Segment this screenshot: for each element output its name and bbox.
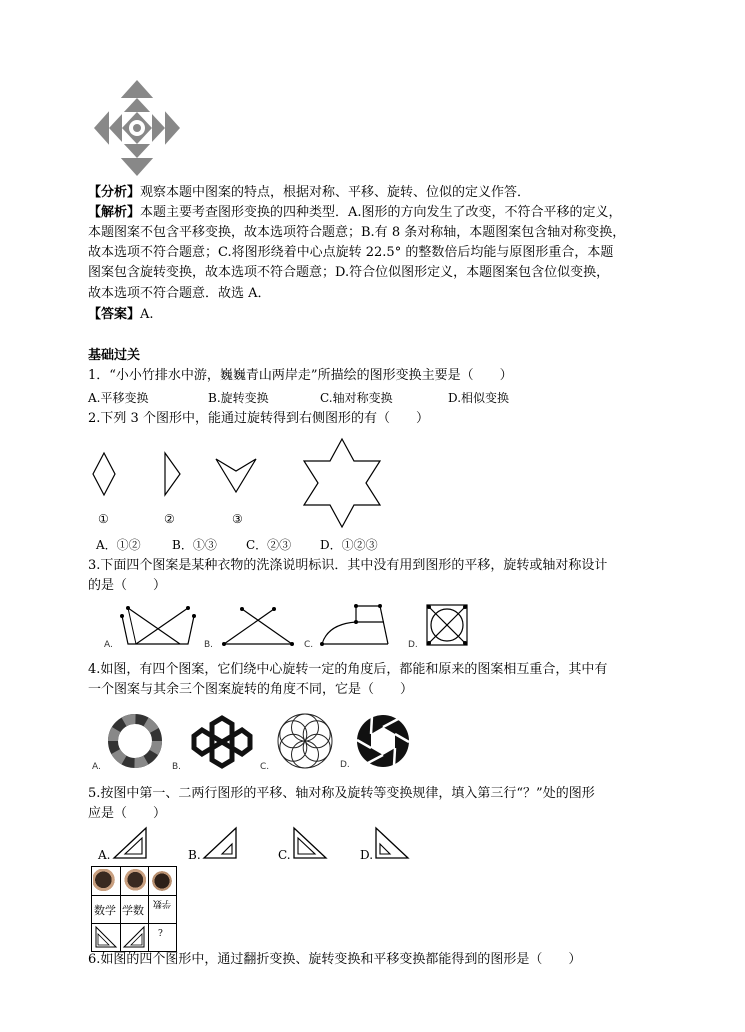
- solution-line-1: [88, 203, 622, 223]
- q2-option-a[interactable]: A．①②: [96, 538, 141, 552]
- solution-line-5: 故本选项不符合题意．故选 A．: [88, 286, 271, 301]
- q1-stem: 1．“小小竹排水中游，巍巍青山两岸走”所描绘的图形变换主要是（ ）: [88, 368, 513, 383]
- grid-triangle-1: [95, 926, 117, 948]
- answer-line: [88, 305, 154, 325]
- q5-stem-line-2: 应是（ ）: [88, 806, 167, 821]
- q4-stem-line-2: 一个图案与其余三个图案旋转的角度不同，它是（ ）: [88, 682, 414, 697]
- analysis-text: 观察本题中图案的特点，根据对称、平移、旋转、位似的定义作答．: [140, 185, 531, 200]
- q4-label-a: A.: [92, 762, 101, 772]
- q4-figure-d-aperture: [356, 714, 410, 768]
- solution-line-3: 故本选项不符合题意；C.将图形绕着中心点旋转 22.5° 的整数倍后均能与原图形重合，本题: [88, 245, 614, 260]
- answer-label: 【答案】: [88, 307, 141, 322]
- q2-figure-half-rhombus: [164, 452, 182, 496]
- grid-text-1: 数学: [94, 904, 116, 917]
- grid-divider: [92, 923, 176, 924]
- solution-line-4: 图案包含旋转变换，故本选项不符合题意；D.符合位似图形定义，本题图案包含位似变换，: [88, 265, 610, 280]
- grid-text-2: 学数: [122, 904, 144, 917]
- q4-label-d: D.: [340, 760, 350, 770]
- grid-text-3: 学数: [153, 898, 172, 908]
- q5-stem-line-1: 5.按图中第一、二两行图形的平移、轴对称及旋转等变换规律，填入第三行“？”处的图形: [88, 786, 595, 801]
- grid-photo-1: [93, 869, 119, 893]
- grid-row-1: [92, 867, 176, 895]
- q2-fig-label-2: ②: [164, 512, 175, 526]
- q3-label-c: C.: [304, 640, 314, 650]
- solution-text-1: 本题主要考查图形变换的四种类型．A.图形的方向发生了改变，不符合平移的定义，: [140, 205, 622, 220]
- grid-triangle-2: [123, 926, 145, 948]
- q4-figure-b-hexagon-flower: [192, 714, 252, 770]
- grid-divider: [120, 867, 121, 951]
- q2-figure-arrowhead: [215, 458, 257, 494]
- q3-figure-b-wash-symbol: [222, 606, 294, 646]
- q5-option-c-triangle: [292, 826, 328, 860]
- q1-option-c[interactable]: C.轴对称变换: [320, 391, 393, 405]
- q4-stem-line-1: 4.如图，有四个图案，它们绕中心旋转一定的角度后，都能和原来的图案相互重合，其中有: [88, 662, 608, 677]
- q3-label-a: A.: [104, 640, 113, 650]
- q2-fig-label-3: ③: [232, 512, 243, 526]
- q3-stem-line-1: 3.下面四个图案是某种衣物的洗涤说明标识．其中没有用到图形的平移，旋转或轴对称设计: [88, 558, 608, 573]
- analysis-line: [88, 183, 530, 203]
- q5-pattern-grid: [91, 866, 177, 952]
- grid-photo-3: [149, 869, 175, 893]
- q2-figure-six-pointed-star: [302, 438, 382, 528]
- q1-option-b[interactable]: B.旋转变换: [208, 391, 269, 405]
- q2-option-c[interactable]: C．②③: [246, 538, 292, 552]
- q4-figure-c-flower-of-life: [276, 712, 334, 770]
- grid-photo-2: [121, 869, 147, 893]
- solution-line-2: 本题图案不包含平移变换，故本选项符合题意；B.有 8 条对称轴，本题图案包含轴对称变换，: [88, 225, 626, 240]
- q2-fig-label-1: ①: [98, 512, 109, 526]
- q5-option-d-triangle: [374, 826, 410, 860]
- q3-label-d: D.: [408, 640, 418, 650]
- grid-question-mark: ?: [158, 929, 163, 939]
- q2-stem: 2.下列 3 个图形中，能通过旋转得到右侧图形的有（ ）: [88, 411, 429, 426]
- q5-option-b-triangle: [202, 826, 238, 860]
- q3-stem-line-2: 的是（ ）: [88, 578, 167, 593]
- q5-option-d[interactable]: D.: [360, 848, 374, 862]
- grid-divider: [92, 895, 176, 896]
- solution-label: 【解析】: [88, 205, 141, 220]
- q5-option-b[interactable]: B.: [188, 848, 201, 862]
- q5-option-c[interactable]: C.: [278, 848, 291, 862]
- q2-figure-rhombus: [92, 452, 116, 496]
- q5-option-a-triangle: [112, 826, 148, 860]
- q4-label-b: B.: [172, 762, 182, 772]
- q1-option-d[interactable]: D.相似变换: [448, 391, 510, 405]
- q3-figure-a-wash-symbol: [118, 604, 198, 646]
- answer-text: A.: [140, 307, 154, 322]
- analysis-label: 【分析】: [88, 185, 141, 200]
- section-title: 基础过关: [88, 348, 141, 363]
- q6-stem: 6.如图的四个图形中，通过翻折变换、旋转变换和平移变换都能得到的图形是（ ）: [88, 952, 582, 967]
- q3-figure-c-iron-symbol: [318, 604, 390, 646]
- q3-label-b: B.: [204, 640, 214, 650]
- nested-square-pattern-figure: [92, 78, 182, 178]
- q2-option-b[interactable]: B．①③: [172, 538, 217, 552]
- q4-label-c: C.: [260, 762, 270, 772]
- q4-figure-a-arrow-ring: [108, 714, 162, 768]
- q3-figure-d-dryer-symbol: [426, 604, 468, 646]
- q2-option-d[interactable]: D．①②③: [320, 538, 378, 552]
- grid-divider: [148, 867, 149, 951]
- q5-option-a[interactable]: A.: [98, 848, 111, 862]
- q1-option-a[interactable]: A.平移变换: [88, 391, 149, 405]
